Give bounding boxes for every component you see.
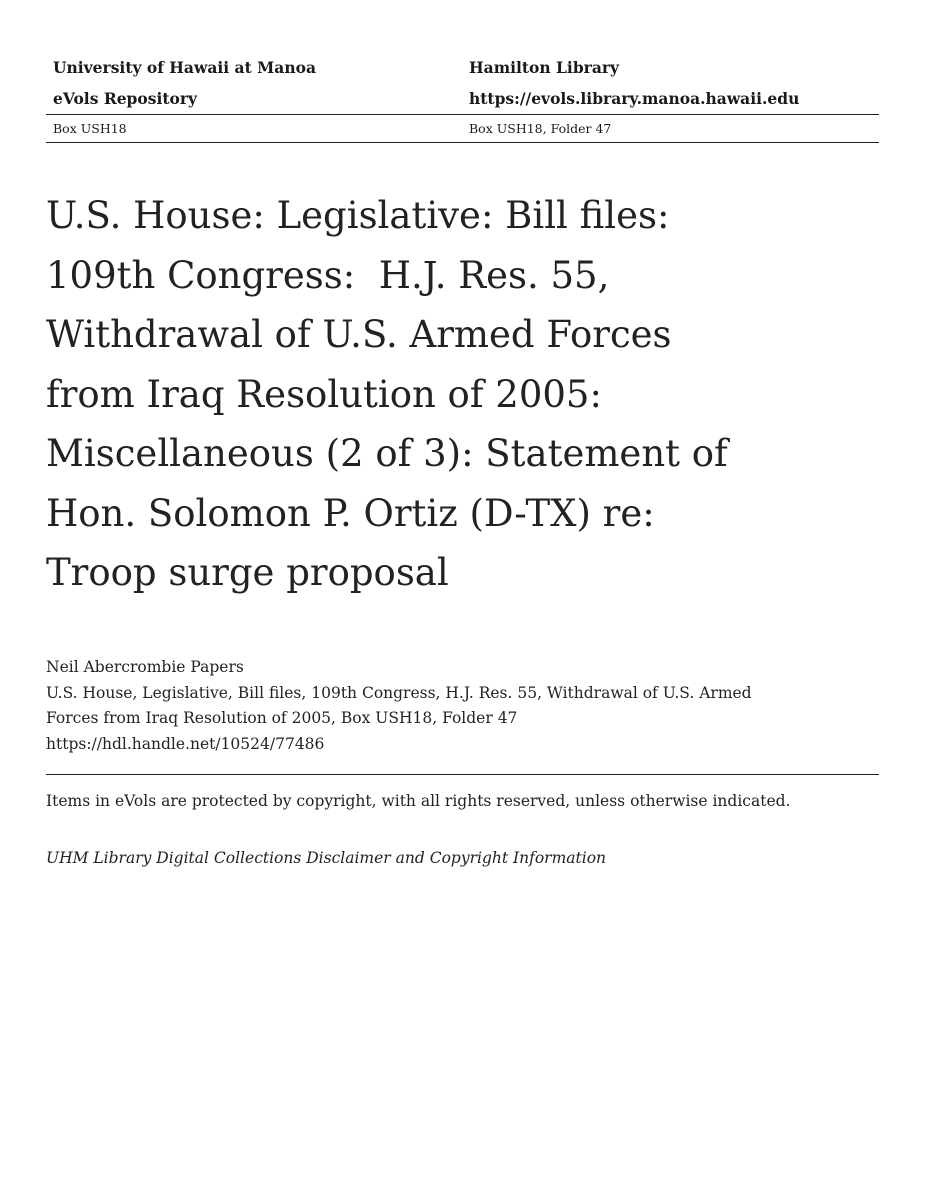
document-title	[46, 186, 746, 603]
disclaimer-link[interactable]: UHM Library Digital Collections Disclaimer and Copyright Information	[46, 849, 607, 867]
document-header	[46, 52, 879, 143]
handle-link[interactable]: https://hdl.handle.net/10524/77486	[46, 734, 325, 753]
title-line: Hon. Solomon P. Ortiz (D-TX) re:	[46, 491, 655, 535]
collection-name: Neil Abercrombie Papers	[46, 658, 244, 676]
title-line: Withdrawal of U.S. Armed Forces	[46, 313, 672, 356]
title-line: Troop surge proposal	[46, 551, 449, 594]
box-row	[46, 115, 879, 142]
footer-divider	[46, 774, 879, 775]
box-label: Box USH18	[53, 121, 127, 136]
institution-name: University of Hawaii at Manoa	[53, 58, 316, 77]
title-line: 109th Congress: H.J. Res. 55,	[46, 253, 610, 297]
title-line: Miscellaneous (2 of 3): Statement of	[46, 432, 728, 475]
header-row-1	[46, 52, 879, 83]
title-line: from Iraq Resolution of 2005:	[46, 372, 602, 416]
citation-line: Forces from Iraq Resolution of 2005, Box USH18, Folder 47	[46, 709, 518, 727]
box-folder-label: Box USH18, Folder 47	[469, 121, 612, 136]
library-name: Hamilton Library	[469, 58, 620, 77]
box-divider	[46, 142, 879, 143]
document-metadata	[46, 655, 806, 757]
title-line: U.S. House: Legislative: Bill files:	[46, 194, 670, 237]
repository-url[interactable]: https://evols.library.manoa.hawaii.edu	[469, 89, 800, 108]
citation-line: U.S. House, Legislative, Bill files, 109th Congress, H.J. Res. 55, Withdrawal of U.S. Armed	[46, 683, 752, 702]
copyright-notice: Items in eVols are protected by copyright, with all rights reserved, unless otherwise indicated.	[46, 792, 791, 810]
header-row-2	[46, 83, 879, 114]
repository-name: eVols Repository	[53, 89, 198, 108]
